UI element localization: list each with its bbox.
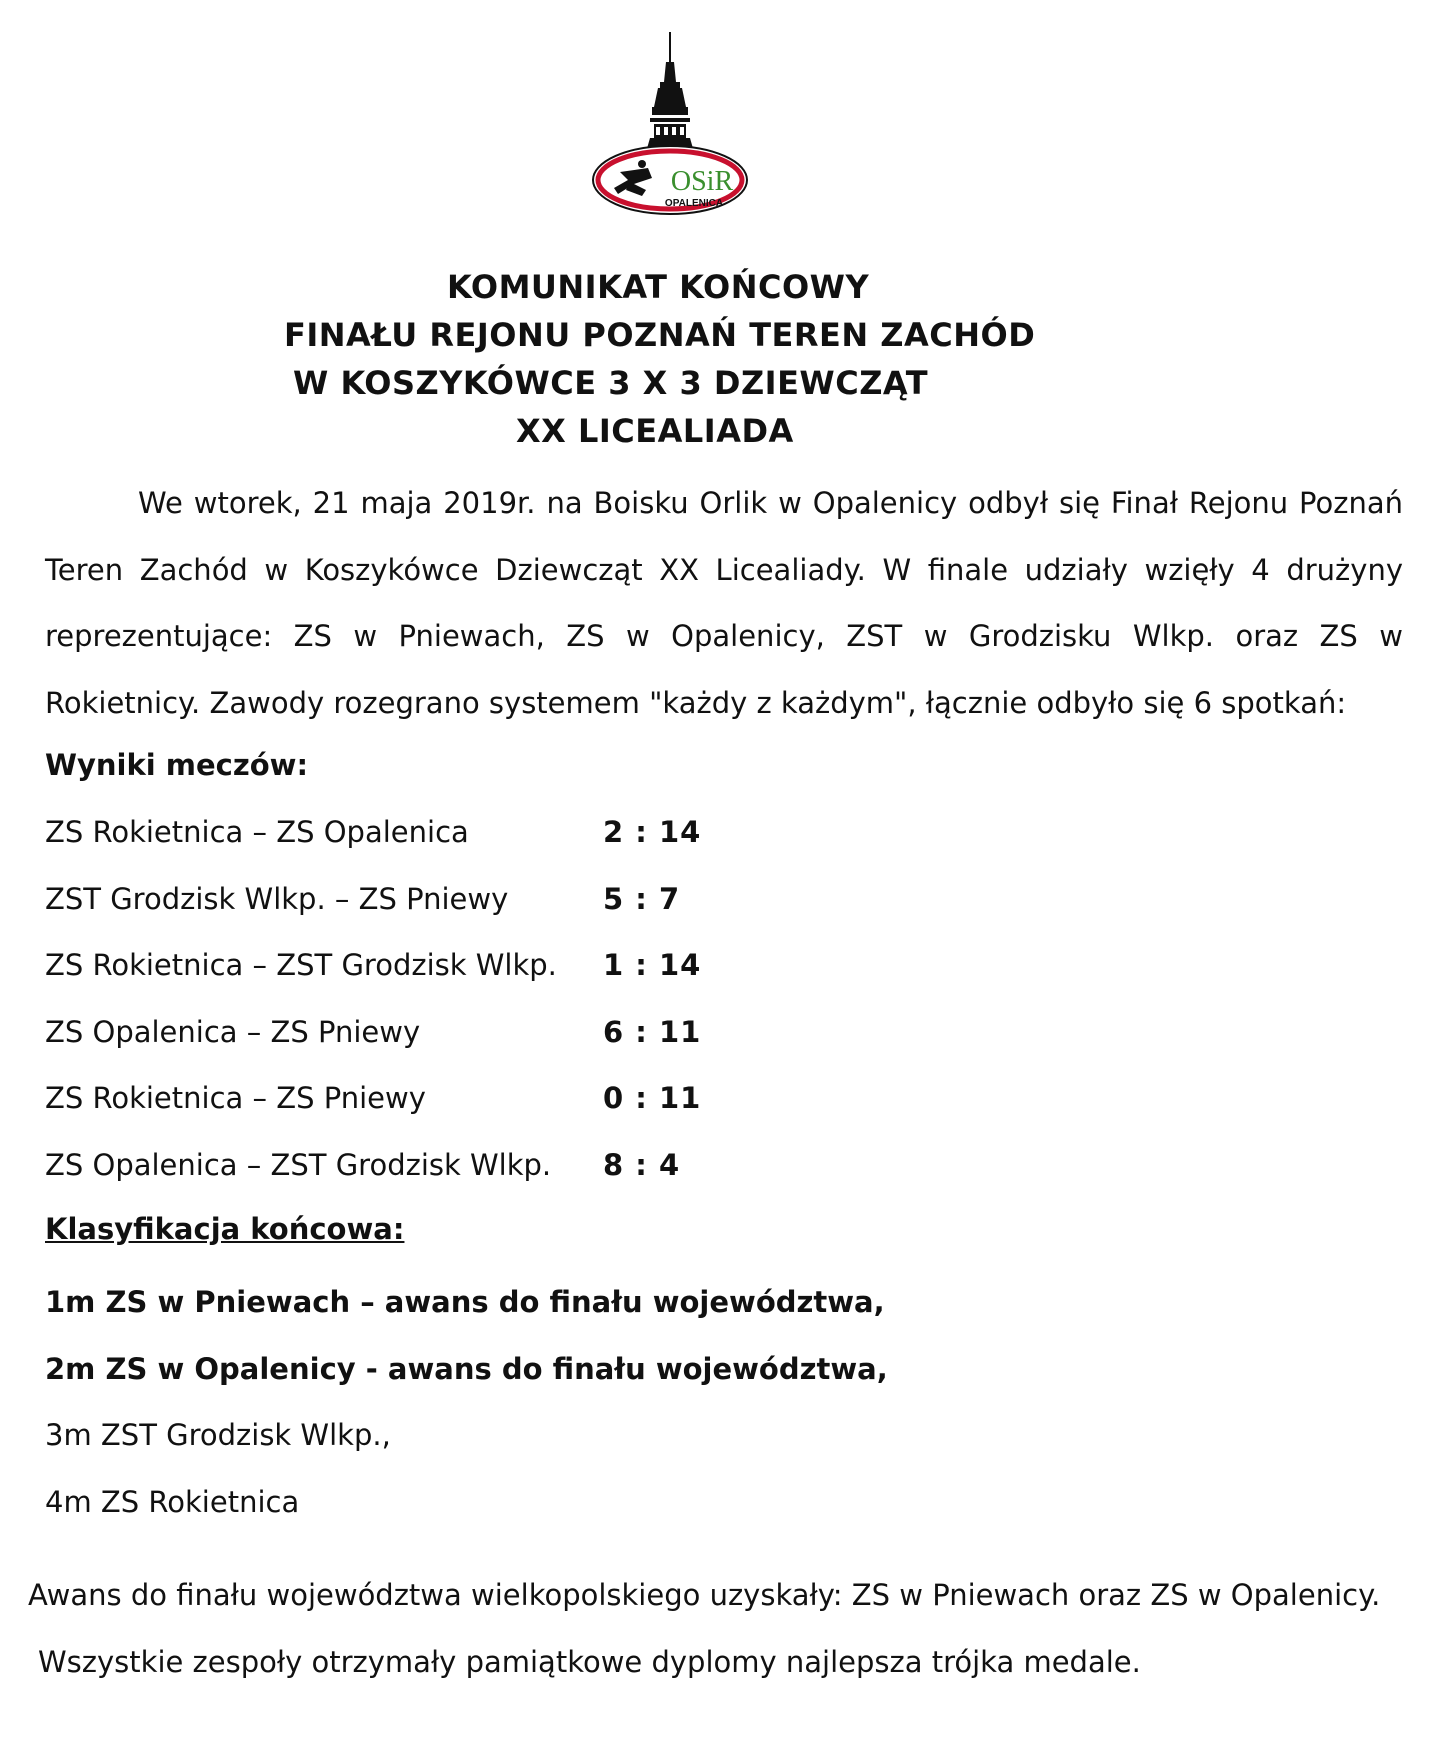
match-score: 1 : 14 xyxy=(603,948,702,982)
match-name: ZS Rokietnica – ZST Grodzisk Wlkp. xyxy=(45,948,557,982)
ranking-item: 1m ZS w Pniewach – awans do finału województwa, xyxy=(45,1285,885,1319)
results-heading: Wyniki meczów: xyxy=(45,748,309,782)
osir-logo xyxy=(590,32,750,222)
logo-text: OSiR xyxy=(670,166,734,197)
title-line-3: W KOSZYKÓWCE 3 X 3 DZIEWCZĄT xyxy=(293,364,929,402)
results-list xyxy=(45,803,745,1202)
ranking-list xyxy=(45,1269,888,1535)
result-row xyxy=(45,803,745,870)
match-name: ZST Grodzisk Wlkp. – ZS Pniewy xyxy=(45,881,509,916)
title-line-4: XX LICEALIADA xyxy=(516,412,794,450)
tower-logo-icon xyxy=(590,32,750,222)
match-score: 2 : 14 xyxy=(603,815,702,849)
result-row xyxy=(45,1136,745,1203)
match-score: 5 : 7 xyxy=(603,881,681,916)
footer-line-2: Wszystkie zespoły otrzymały pamiątkowe dyplomy najlepsza trójka medale. xyxy=(38,1645,1141,1679)
match-name: ZS Rokietnica – ZS Pniewy xyxy=(45,1081,426,1115)
title-line-1: KOMUNIKAT KOŃCOWY xyxy=(447,268,870,306)
ranking-item: 3m ZST Grodzisk Wlkp., xyxy=(45,1418,391,1452)
intro-paragraph: We wtorek, 21 maja 2019r. na Boisku Orlik w Opalenicy odbył się Finał Rejonu Poznań Teren Zachód w Koszykówce Dziewcząt XX Licealiady. W finale udziały wzięły 4 drużyny reprezentujące: ZS w Pniewach, ZS w Opalenicy, ZST w Grodzisku Wlkp. oraz ZS w Rokietnicy. Zawody rozegrano systemem "każdy z każdym", łącznie odbyło się 6 spotkań: xyxy=(45,486,1403,720)
match-score: 6 : 11 xyxy=(603,1014,702,1049)
ranking-item: 4m ZS Rokietnica xyxy=(45,1484,300,1519)
match-score: 0 : 11 xyxy=(603,1081,702,1115)
result-row xyxy=(45,1069,745,1136)
match-score: 8 : 4 xyxy=(603,1147,681,1182)
match-name: ZS Rokietnica – ZS Opalenica xyxy=(45,815,469,849)
footer-line-1: Awans do finału województwa wielkopolskiego uzyskały: ZS w Pniewach oraz ZS w Opalenicy. xyxy=(28,1578,1381,1612)
result-row xyxy=(45,870,745,937)
match-name: ZS Opalenica – ZS Pniewy xyxy=(45,1014,421,1049)
result-row xyxy=(45,1003,745,1070)
match-name: ZS Opalenica – ZST Grodzisk Wlkp. xyxy=(45,1147,552,1182)
ranking-item: 2m ZS w Opalenicy - awans do finału województwa, xyxy=(45,1351,888,1386)
ranking-heading: Klasyfikacja końcowa: xyxy=(45,1212,405,1246)
result-row xyxy=(45,936,745,1003)
title-line-2: FINAŁU REJONU POZNAŃ TEREN ZACHÓD xyxy=(284,316,1036,354)
logo-subtext: OPALENICA xyxy=(664,198,724,209)
